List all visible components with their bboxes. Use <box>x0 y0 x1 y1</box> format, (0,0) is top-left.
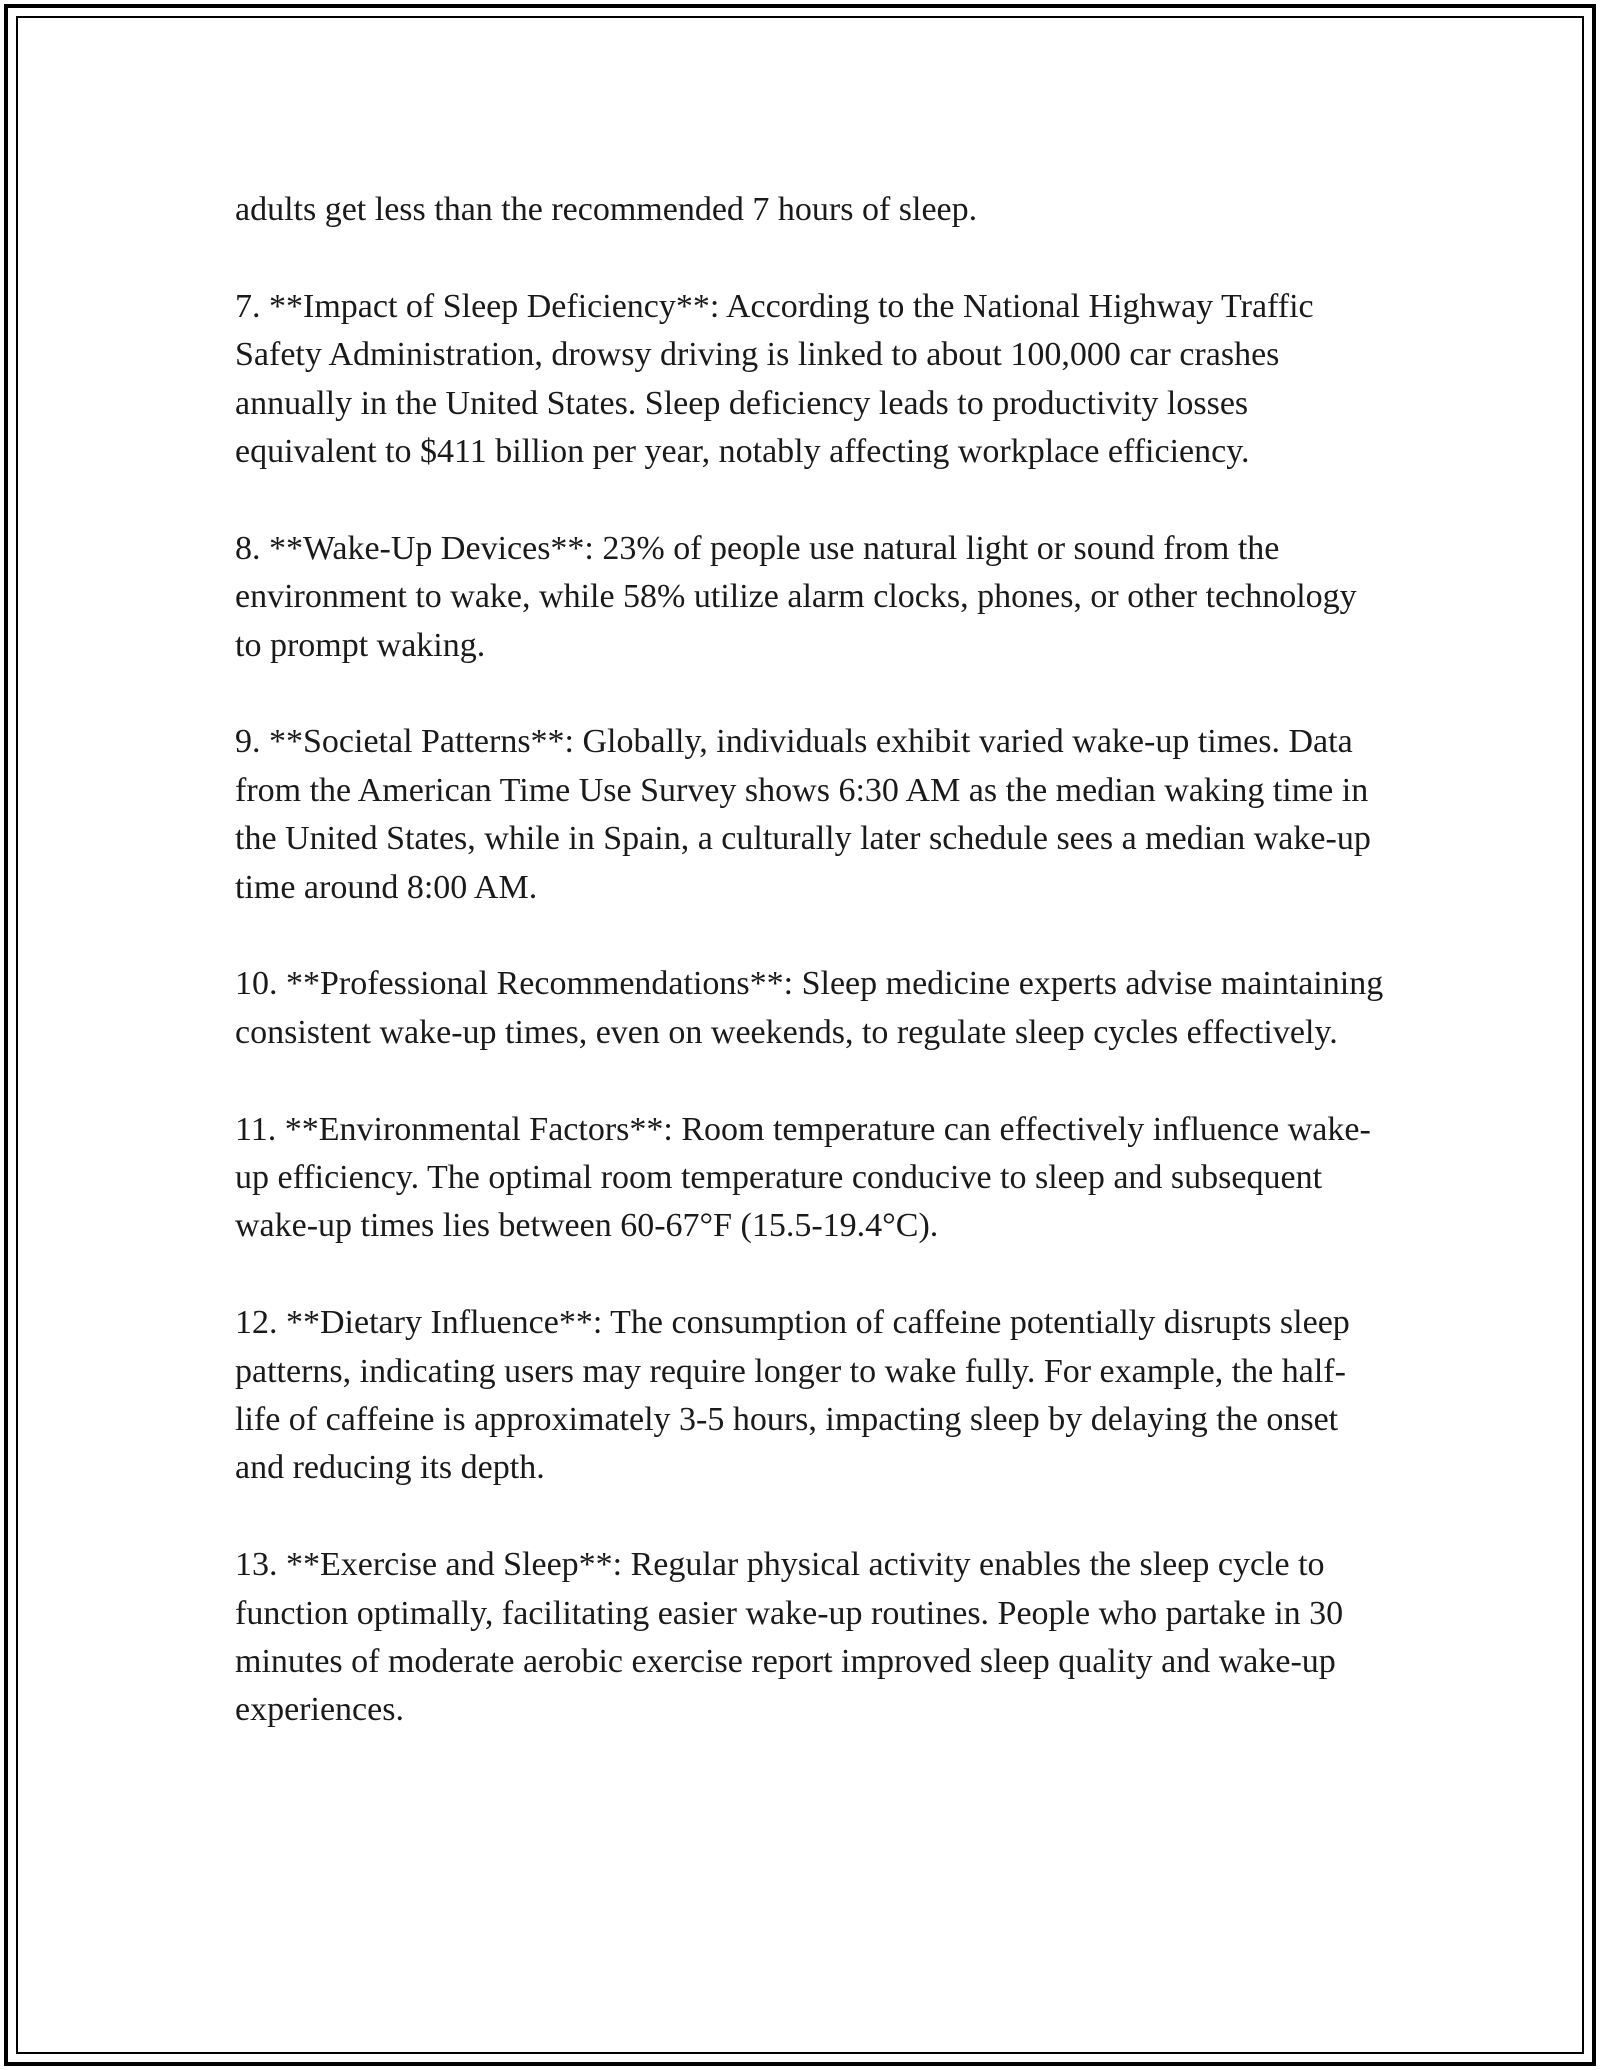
paragraph-dietary-influence: 12. **Dietary Influence**: The consumption of caffeine potentially disrupts sleep patterns, indicating users may require longer to wake fully. For example, the half-life of caffeine is approximately 3-5 hours, impacting sleep by delaying the onset and reducing its depth. <box>235 1304 1350 1487</box>
paragraph-intro-continued: adults get less than the recommended 7 hours of sleep. <box>235 191 978 228</box>
document-body <box>235 186 1385 1735</box>
paragraph-environmental-factors: 11. **Environmental Factors**: Room temperature can effectively influence wake-up efficiency. The optimal room temperature conducive to sleep and subsequent wake-up times lies between 60-67°F (15.5-19.4°C). <box>235 1110 1371 1245</box>
paragraph-societal-patterns: 9. **Societal Patterns**: Globally, individuals exhibit varied wake-up times. Data from the American Time Use Survey shows 6:30 AM as the median waking time in the United States, while in Spain, a culturally later schedule sees a median wake-up time around 8:00 AM. <box>235 723 1371 906</box>
paragraph-impact-of-sleep-deficiency: 7. **Impact of Sleep Deficiency**: According to the National Highway Traffic Safety Administration, drowsy driving is linked to about 100,000 car crashes annually in the United States. Sleep deficiency leads to productivity losses equivalent to $411 billion per year, notably affecting workplace efficiency. <box>235 287 1314 471</box>
paragraph-exercise-and-sleep: 13. **Exercise and Sleep**: Regular physical activity enables the sleep cycle to function optimally, facilitating easier wake-up routines. People who partake in 30 minutes of moderate aerobic exercise report improved sleep quality and wake-up experiences. <box>235 1546 1344 1729</box>
paragraph-professional-recommendations: 10. **Professional Recommendations**: Sleep medicine experts advise maintaining consistent wake-up times, even on weekends, to regulate sleep cycles effectively. <box>235 965 1384 1051</box>
paragraph-wake-up-devices: 8. **Wake-Up Devices**: 23% of people use natural light or sound from the environment to wake, while 58% utilize alarm clocks, phones, or other technology to prompt waking. <box>235 529 1357 664</box>
